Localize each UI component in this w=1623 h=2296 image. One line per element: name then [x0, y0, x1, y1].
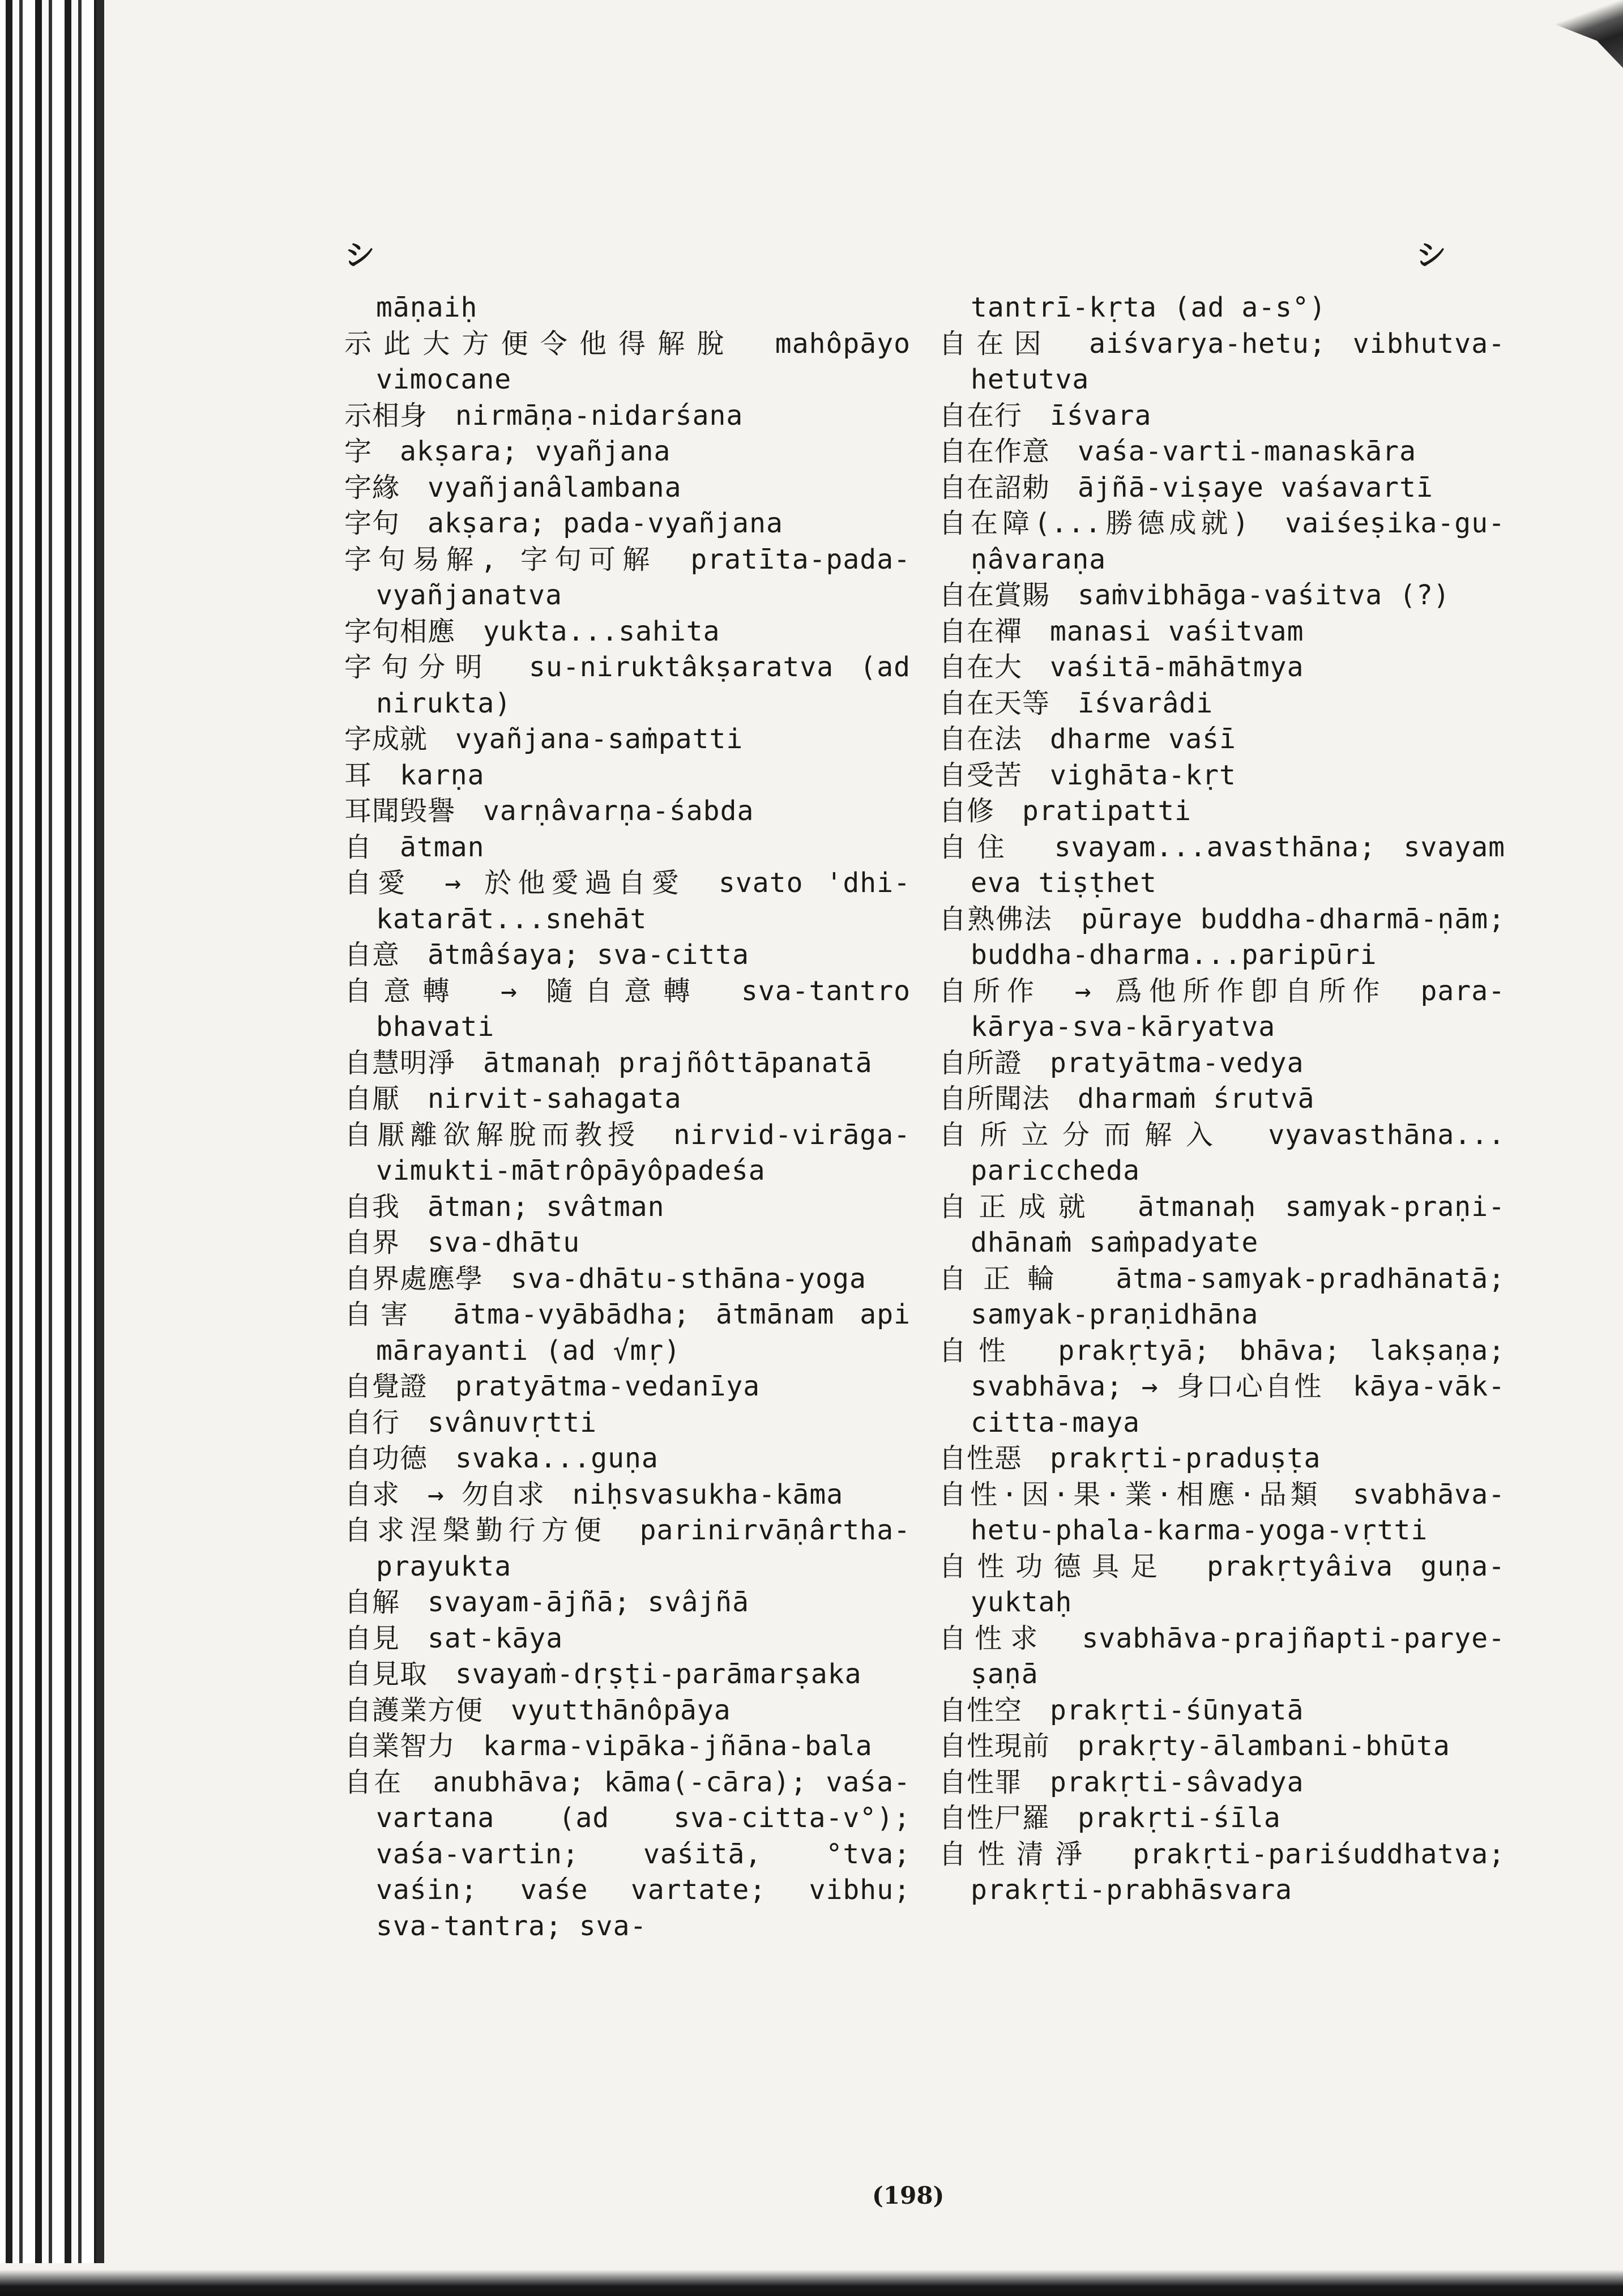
dictionary-entry: 自意 ātmâśaya; sva-citta — [344, 939, 750, 971]
dictionary-entry: 自行 svânuvṛtti — [344, 1406, 597, 1439]
dictionary-entry: 自覺證 pratyātma-vedanīya — [344, 1371, 761, 1402]
running-head-right: シ — [1416, 237, 1446, 273]
dictionary-entry: 自性清淨 prakṛti-pariśuddhatva; prakṛti-prabhāsvara — [939, 1838, 1505, 1906]
dictionary-entry: 自在詔勅 ājñā-viṣaye vaśavartī — [939, 471, 1433, 503]
dictionary-entry: 自性求 svabhāva-prajñapti-parye-ṣaṇā — [939, 1622, 1505, 1690]
dictionary-entry: 自我 ātman; svâtman — [344, 1190, 665, 1223]
dictionary-entry: 耳聞毁譽 varṇâvarṇa-śabda — [344, 795, 754, 827]
dictionary-entry: 自 ātman — [344, 831, 485, 863]
dictionary-entry: 自解 svayam-ājñā; svâjñā — [344, 1586, 750, 1618]
dictionary-entry: 自住 svayam...avasthāna; svayam eva tiṣṭhet — [939, 831, 1505, 899]
dictionary-entry: 字 akṣara; vyañjana — [344, 436, 671, 467]
dictionary-entry: 自在因 aiśvarya-hetu; vibhutva-hetutva — [939, 327, 1505, 395]
dictionary-entry: 自功德 svaka...guṇa — [344, 1443, 659, 1474]
dictionary-entry: 自護業方便 vyutthānôpāya — [344, 1694, 731, 1726]
dictionary-entry: 自界 sva-dhātu — [344, 1227, 580, 1258]
dictionary-entry: 示此大方便令他得解脫 mahôpāyo vimocane — [344, 327, 911, 395]
dictionary-entry: 自在障(...勝德成就) vaiśeṣika-gu-ṇâvaraṇa — [939, 507, 1505, 575]
dictionary-entry: māṇaiḥ — [376, 292, 478, 323]
dictionary-entry: 自在天等 īśvarâdi — [939, 687, 1214, 719]
right-column — [939, 290, 1505, 1909]
dictionary-entry: 自在 anubhāva; kāma(-cāra); vaśa-vartana (ad sva-citta-v°); vaśa-vartin; vaśitā, °tva; vaśin; vaśe vartate; vibhu; sva-tantra; sva- — [344, 1766, 911, 1942]
dictionary-entry: 字緣 vyañjanâlambana — [344, 471, 682, 503]
dictionary-entry: 自正輪 ātma-samyak-pradhānatā; samyak-praṇidhāna — [939, 1262, 1505, 1330]
dictionary-entry: 字句相應 yukta...sahita — [344, 615, 720, 647]
dictionary-entry: 自厭 nirvit-sahagata — [344, 1083, 682, 1115]
dictionary-entry: 自性現前 prakṛty-ālambani-bhūta — [939, 1730, 1450, 1762]
dictionary-entry: 自意轉 → 隨自意轉 sva-tantro bhavati — [344, 975, 911, 1043]
dictionary-entry: 自所作 → 爲他所作卽自所作 para-kārya-sva-kāryatva — [939, 975, 1505, 1043]
page-corner-shadow — [1493, 0, 1623, 68]
dictionary-entry: 自性 prakṛtyā; bhāva; lakṣaṇa; svabhāva; → 身口心自性 kāya-vāk-citta-maya — [939, 1334, 1505, 1439]
dictionary-entry: 自所立分而解入 vyavasthāna... pariccheda — [939, 1119, 1505, 1187]
dictionary-entry: 自性·因·果·業·相應·品類 svabhāva-hetu-phala-karma-yoga-vṛtti — [939, 1478, 1505, 1546]
dictionary-entry: 自性空 prakṛti-śūnyatā — [939, 1694, 1304, 1726]
dictionary-entry: 自見 sat-kāya — [344, 1622, 563, 1654]
dictionary-entry: 字句易解, 字句可解 pratīta-pada-vyañjanatva — [344, 543, 911, 611]
dictionary-entry: 自在作意 vaśa-varti-manaskāra — [939, 436, 1416, 467]
dictionary-entry: 自求 → 勿自求 niḥsvasukha-kāma — [344, 1478, 844, 1510]
dictionary-entry: 自性罪 prakṛti-sâvadya — [939, 1766, 1304, 1798]
dictionary-entry: 自見取 svayaṁ-dṛṣṭi-parāmarṣaka — [344, 1658, 862, 1690]
dictionary-entry: 自求涅槃勤行方便 parinirvāṇârtha-prayukta — [344, 1514, 911, 1582]
dictionary-entry: 自在賞賜 saṁvibhāga-vaśitva (?) — [939, 579, 1450, 611]
dictionary-entry: 自所證 pratyātma-vedya — [939, 1047, 1304, 1079]
dictionary-entry: 自性尸羅 prakṛti-śīla — [939, 1802, 1281, 1834]
page-number: (198) — [872, 2182, 945, 2209]
dictionary-entry: 字句分明 su-niruktâkṣaratva (ad nirukta) — [344, 651, 911, 719]
dictionary-entry: 自受苦 vighāta-kṛt — [939, 759, 1236, 791]
dictionary-entry: 自性惡 prakṛti-praduṣṭa — [939, 1443, 1321, 1474]
dictionary-entry: 自厭離欲解脫而教授 nirvid-virāga-vimukti-mātrôpāyôpadeśa — [344, 1119, 911, 1187]
dictionary-entry: 自正成就 ātmanaḥ samyak-praṇi-dhānaṁ saṁpadyate — [939, 1190, 1505, 1258]
dictionary-entry: 自愛 → 於他愛過自愛 svato 'dhi-katarāt...snehāt — [344, 867, 911, 935]
dictionary-entry: 自害 ātma-vyābādha; ātmānam api mārayanti (ad √mṛ) — [344, 1299, 911, 1367]
dictionary-entry: tantrī-kṛta (ad a-s°) — [971, 292, 1326, 323]
dictionary-entry: 自熟佛法 pūraye buddha-dharmā-ṇām; buddha-dharma...paripūri — [939, 903, 1505, 971]
dictionary-entry: 自修 pratipatti — [939, 795, 1191, 827]
dictionary-entry: 自性功德具足 prakṛtyâiva guṇa-yuktaḥ — [939, 1550, 1505, 1618]
dictionary-entry: 字句 akṣara; pada-vyañjana — [344, 507, 783, 539]
book-binding — [0, 0, 130, 2296]
running-head-left: シ — [344, 237, 375, 273]
dictionary-entry: 自業智力 karma-vipāka-jñāna-bala — [344, 1730, 873, 1762]
dictionary-entry: 自界處應學 sva-dhātu-sthāna-yoga — [344, 1262, 866, 1295]
dictionary-entry: 自在大 vaśitā-māhātmya — [939, 651, 1304, 683]
dictionary-entry: 耳 karṇa — [344, 759, 485, 791]
left-column — [344, 290, 911, 1944]
dictionary-entry: 自在行 īśvara — [939, 399, 1152, 432]
dictionary-entry: 自所聞法 dharmaṁ śrutvā — [939, 1083, 1315, 1115]
dictionary-entry: 自慧明淨 ātmanaḥ prajñôttāpanatā — [344, 1047, 873, 1079]
dictionary-entry: 自在禪 manasi vaśitvam — [939, 615, 1304, 647]
dictionary-entry: 示相身 nirmāṇa-nidarśana — [344, 399, 744, 432]
page-bottom-edge — [0, 2263, 1623, 2296]
dictionary-entry: 字成就 vyañjana-saṁpatti — [344, 723, 744, 755]
dictionary-entry: 自在法 dharme vaśī — [939, 723, 1236, 755]
